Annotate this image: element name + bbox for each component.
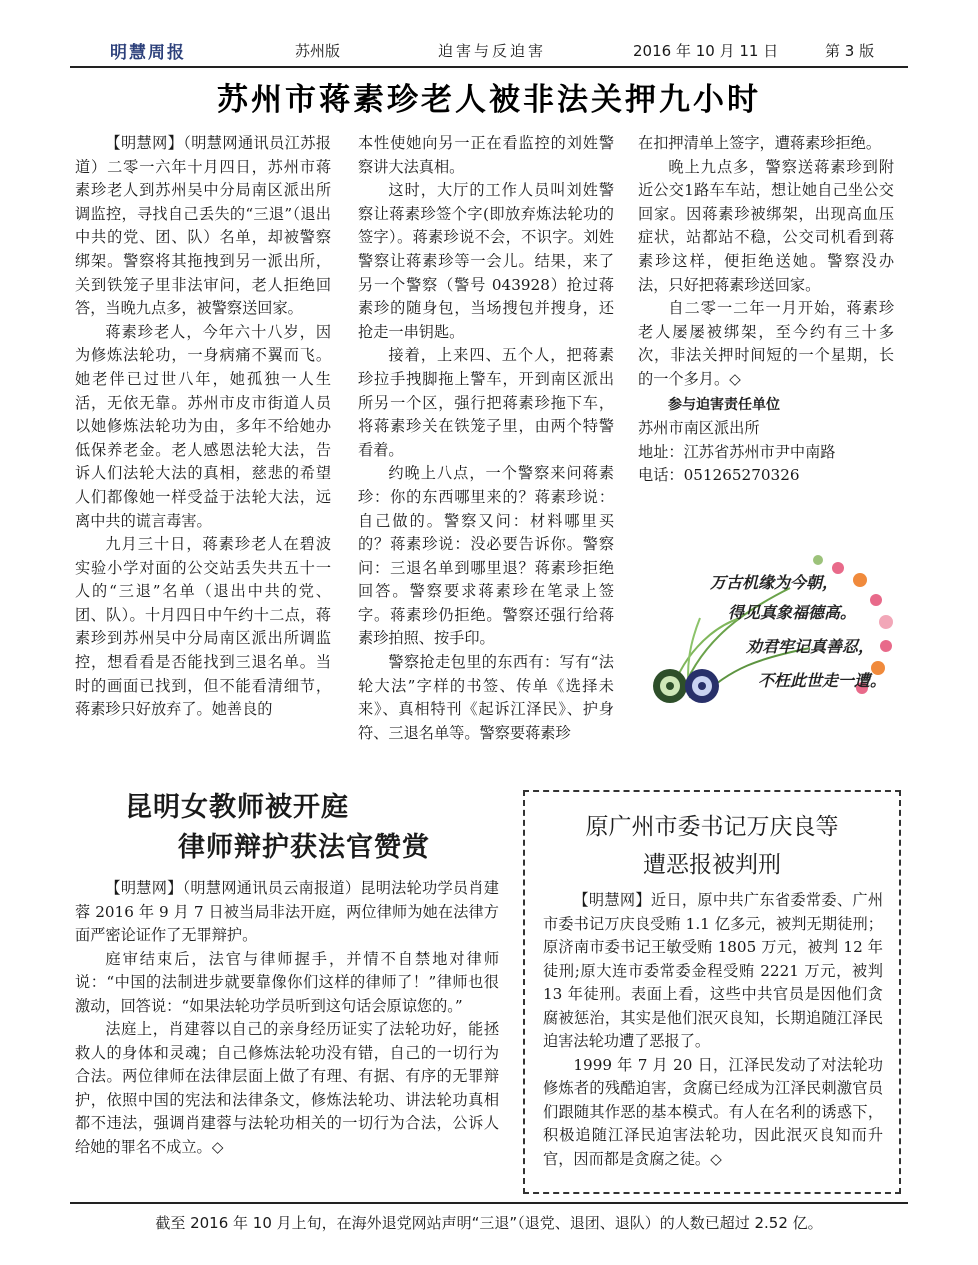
- article1-column-2: [358, 132, 614, 745]
- paragraph: 九月三十日，蒋素珍老人在碧波实验小学对面的公交站丢失共五十一人的“三退”名单（退出中共的党、团、队）。十月四日中午约十二点，蒋素珍到苏州吴中分局南区派出所调监控，想看看是否能找到三退名单。当时的画面已找到，但不能看清细节，蒋素珍只好放弃了。她善良的: [75, 535, 331, 719]
- responsible-unit-label: 参与迫害责任单位: [668, 396, 780, 413]
- responsible-unit-name: 苏州市南区派出所: [638, 419, 760, 438]
- poem-line: 万古机缘为今朝，: [710, 573, 839, 592]
- footer-notice: 截至 2016 年 10 月上旬，在海外退党网站声明“三退”（退党、退团、退队）的人数已超过 2.52 亿。: [155, 1214, 823, 1232]
- footer-divider: [70, 1202, 908, 1204]
- article1-column-1: [75, 132, 331, 722]
- section-label: 迫害与反迫害: [438, 42, 547, 60]
- paragraph: 接着，上来四、五个人，把蒋素珍拉手拽脚拖上警车，开到南区派出所另一个区，强行把蒋素珍拖下车，将蒋素珍关在铁笼子里，由两个特警看着。: [358, 346, 614, 459]
- paragraph: 约晚上八点，一个警察来问蒋素珍：你的东西哪里来的？蒋素珍说：自己做的。警察又问：材料哪里买的？蒋素珍说：没必要告诉你。警察问：三退名单到哪里退？蒋素珍拒绝回答。警察要求蒋素珍在笔录上签字。蒋素珍仍拒绝。警察还强行给蒋素珍拍照、按手印。: [358, 464, 614, 648]
- poem-line: 得见真象福德高。: [728, 603, 857, 622]
- paragraph: 蒋素珍老人，今年六十八岁，因为修炼法轮功，一身病痛不翼而飞。她老伴已过世八年，她孤独一人生活，无依无靠。苏州市皮市街道人员以她修炼法轮功为由，多年不给她办低保养老金。老人感恩法轮大法，告诉人们法轮大法的真相，慈悲的希望人们都像她一样受益于法轮大法，远离中共的谎言毒害。: [75, 322, 331, 530]
- page-number: 第 3 版: [825, 42, 875, 60]
- article1-column-3: [638, 132, 894, 488]
- newspaper-logo: 明慧周报: [110, 43, 186, 63]
- paragraph: 【明慧网】（明慧网通讯员江苏报道）二零一六年十月四日，苏州市蒋素珍老人到苏州吴中分局南区派出所调监控，寻找自己丢失的“三退”（退出中共的党、团、队）名单，却被警察绑架。警察将其拖拽到另一派出所，关到铁笼子里非法审问，老人拒绝回答，当晚九点多，被警察送回家。: [75, 134, 331, 318]
- article3-box: [523, 790, 901, 1194]
- article2-title-line2: 律师辩护获法官赞赏: [178, 832, 430, 863]
- responsible-unit-address: 地址：江苏省苏州市尹中南路: [638, 442, 836, 461]
- paragraph: 法庭上，肖建蓉以自己的亲身经历证实了法轮功好，能拯救人的身体和灵魂；自己修炼法轮功没有错，自己的一切行为合法。两位律师在法律层面上做了有理、有据、有序的无罪辩护，依照中国的宪法和法律条文，修炼法轮功、讲法轮功真相都不违法，强调肖建蓉与法轮功相关的一切行为合法，公诉人给她的罪名不成立。◇: [75, 1020, 499, 1156]
- paragraph: 自二零一二年一月开始，蒋素珍老人屡屡被绑架，至今约有三十多次，非法关押时间短的一个星期，长的一个多月。◇: [638, 299, 894, 388]
- poem-card: [640, 548, 900, 710]
- article3-title-line1: 原广州市委书记万庆良等: [585, 814, 839, 840]
- paragraph: 在扣押清单上签字，遭蒋素珍拒绝。: [638, 134, 881, 152]
- paragraph: 庭审结束后，法官与律师握手，并情不自禁地对律师说：“中国的法制进步就要靠像你们这样的律师了！”律师也很激动，回答说：“如果法轮功学员听到这句话会原谅您的。”: [75, 949, 499, 1015]
- paragraph: 晚上九点多，警察送蒋素珍到附近公交1路车车站，想让她自己坐公交回家。因蒋素珍被绑架，出现高血压症状，站都站不稳，公交司机看到蒋素珍这样，便拒绝送她。警察没办法，只好把蒋素珍送回家。: [638, 157, 894, 294]
- article3-body: [543, 889, 883, 1171]
- paragraph: 【明慧网】近日，原中共广东省委常委、广州市委书记万庆良受贿 1.1 亿多元，被判无期徒刑；原济南市委书记王敏受贿 1805 万元，被判 12 年徒刑;原大连市委常委金程受贿 2221 万元，被判 13 年徒刑。表面上看，这些中共官员是因他们贪腐被惩治，其实是他们泯灭良知，长期追随江泽民迫害法轮功遭了恶报了。: [543, 891, 883, 1050]
- article2-title-line1: 昆明女教师被开庭: [125, 792, 349, 823]
- article2-body: [75, 877, 499, 1159]
- article3-title-line2: 遭恶报被判刑: [643, 852, 781, 878]
- paragraph: 警察抢走包里的东西有：写有“法轮大法”字样的书签、传单《选择未来》、真相特刊《起诉江泽民》、护身符、三退名单等。警察要蒋素珍: [358, 653, 614, 742]
- paragraph: 1999 年 7 月 20 日，江泽民发动了对法轮功修炼者的残酷迫害，贪腐已经成为江泽民刺激官员们跟随其作恶的基本模式。有人在名利的诱惑下，积极追随江泽民迫害法轮功，因此泯灭良知而升官，因而都是贪腐之徒。◇: [543, 1055, 883, 1168]
- paragraph: 本性使她向另一正在看监控的刘姓警察讲大法真相。: [358, 134, 614, 176]
- poem-line: 劝君牢记真善忍，: [746, 637, 875, 656]
- issue-date: 2016 年 10 月 11 日: [633, 42, 779, 60]
- paragraph: 这时，大厅的工作人员叫刘姓警察让蒋素珍签个字(即放弃炼法轮功的签字）。蒋素珍说不会，不识字。刘姓警察让蒋素珍等一会儿。结果，来了另一个警察（警号 043928）抢过蒋素珍的随身包，当场搜包并搜身，还抢走一串钥匙。: [358, 181, 614, 341]
- responsible-unit-phone: 电话：051265270326: [638, 466, 800, 485]
- edition-label: 苏州版: [295, 42, 341, 60]
- page-header: [70, 30, 908, 68]
- responsible-unit-block: [638, 394, 894, 488]
- poem-line: 不枉此世走一遭。: [758, 671, 887, 690]
- article1-title: 苏州市蒋素珍老人被非法关押九小时: [217, 82, 761, 118]
- paragraph: 【明慧网】（明慧网通讯员云南报道）昆明法轮功学员肖建蓉 2016 年 9 月 7 日被当局非法开庭，两位律师为她在法律方面严密论证作了无罪辩护。: [75, 879, 499, 944]
